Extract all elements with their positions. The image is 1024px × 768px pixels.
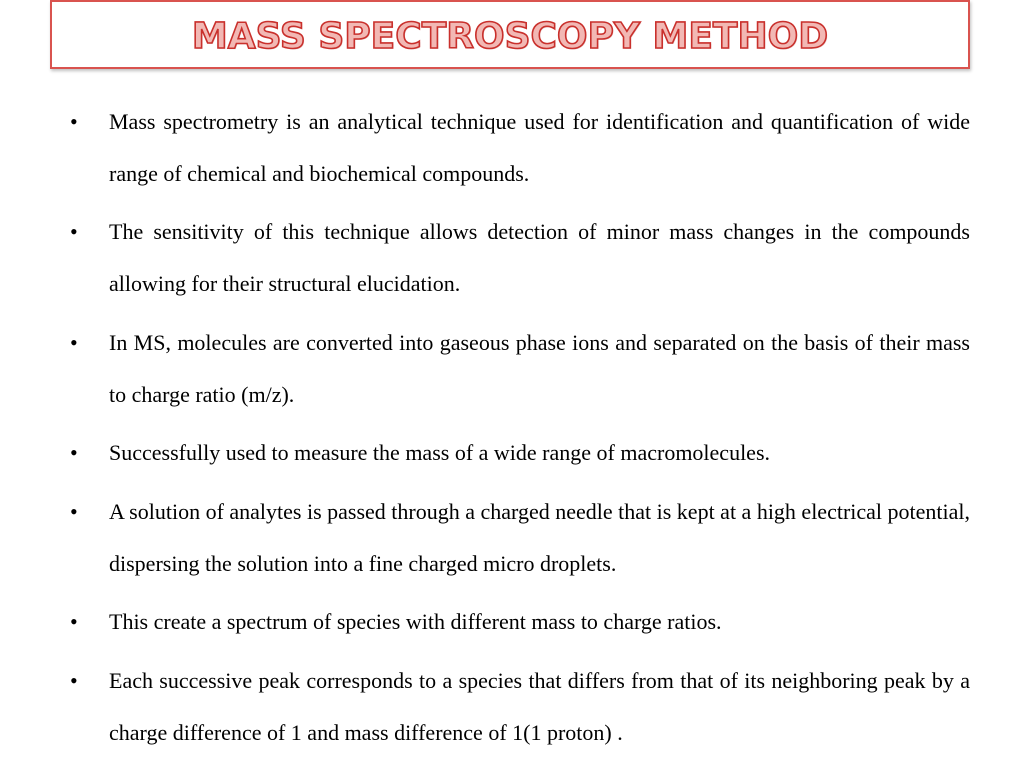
bullet-text: This create a spectrum of species with different mass to charge ratios. — [109, 609, 722, 634]
bullet-text: Successfully used to measure the mass of a wide range of macromolecules. — [109, 440, 771, 465]
bullet-text: The sensitivity of this technique allows detection of minor mass changes in the compounds allowing for their structural elucidation. — [109, 219, 970, 296]
bullet-marker: • — [70, 440, 78, 465]
slide-title: MASS SPECTROSCOPY METHOD — [191, 15, 829, 57]
bullet-text: Mass spectrometry is an analytical technique used for identification and quantification of wide range of chemical and biochemical compounds. — [109, 109, 970, 186]
bullet-text: Each successive peak corresponds to a species that differs from that of its neighboring peak by a charge difference of 1 and mass difference of 1(1 proton) . — [109, 668, 970, 745]
bullet-text: In MS, molecules are converted into gaseous phase ions and separated on the basis of their mass to charge ratio (m/z). — [109, 330, 970, 407]
bullet-text: A solution of analytes is passed through a charged needle that is kept at a high electrical potential, dispersing the solution into a fine charged micro droplets. — [109, 499, 971, 576]
bullet-marker: • — [70, 109, 78, 134]
bullet-marker: • — [70, 609, 78, 634]
bullet-marker: • — [70, 330, 78, 355]
bullet-marker: • — [70, 219, 78, 244]
bullet-marker: • — [70, 499, 78, 524]
bullet-marker: • — [70, 668, 78, 693]
